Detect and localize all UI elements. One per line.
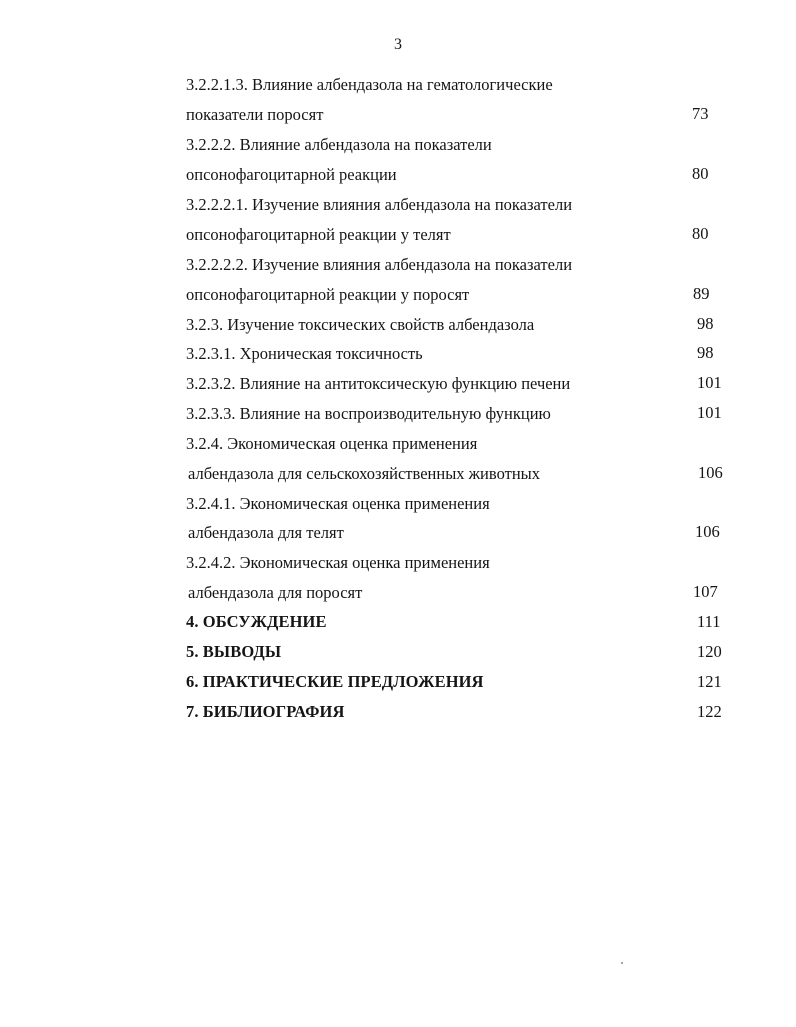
toc-chapter-title: 5. ВЫВОДЫ [186, 642, 282, 661]
toc-entry-page: 89 [693, 284, 710, 303]
toc-entry-title: 3.2.3.3. Влияние на воспроизводительную функцию [186, 404, 551, 423]
toc-entry-title: 3.2.3.2. Влияние на антитоксическую функцию печени [186, 374, 571, 393]
toc-chapter-title: 4. ОБСУЖДЕНИЕ [186, 612, 327, 631]
toc-entry-title: 3.2.2.2. Влияние албендазола на показатели [186, 135, 492, 154]
toc-entry-page: 80 [692, 224, 709, 243]
scan-speck [621, 962, 623, 964]
toc-entry-title-continued: опсонофагоцитарной реакции [186, 165, 397, 184]
toc-entry-title-continued: опсонофагоцитарной реакции у телят [186, 225, 451, 244]
toc-entry-page: 121 [697, 672, 722, 691]
toc-entry-title: 3.2.2.2.2. Изучение влияния албендазола на показатели [186, 255, 573, 274]
toc-entry-page: 120 [697, 642, 722, 661]
toc-entry-title: 3.2.4. Экономическая оценка применения [186, 434, 478, 453]
toc-entry-page: 101 [697, 373, 722, 392]
toc-entry-page: 98 [697, 314, 714, 333]
toc-entry-page: 98 [697, 343, 714, 362]
toc-entry-page: 73 [692, 104, 709, 123]
toc-entry-title-continued: показатели поросят [186, 105, 324, 124]
toc-entry-title: 3.2.2.1.3. Влияние албендазола на гематологические [186, 75, 553, 94]
toc-entry-title: 3.2.2.2.1. Изучение влияния албендазола на показатели [186, 195, 573, 214]
toc-entry-title: 3.2.4.2. Экономическая оценка применения [186, 553, 490, 572]
toc-entry-title-continued: албендазола для поросят [188, 583, 363, 602]
toc-entry-title: 3.2.3.1. Хроническая токсичность [186, 344, 423, 363]
toc-entry-page: 106 [695, 522, 720, 541]
toc-entry-page: 122 [697, 702, 722, 721]
toc-entry-page: 107 [693, 582, 718, 601]
toc-chapter-title: 7. БИБЛИОГРАФИЯ [186, 702, 345, 721]
page-number: 3 [394, 36, 402, 53]
toc-entry-page: 111 [697, 612, 721, 631]
toc-entry-title: 3.2.3. Изучение токсических свойств албендазола [186, 315, 535, 334]
toc-entry-title-continued: албендазола для сельскохозяйственных животных [188, 464, 540, 483]
toc-entry-title-continued: опсонофагоцитарной реакции у поросят [186, 285, 470, 304]
toc-entry-title: 3.2.4.1. Экономическая оценка применения [186, 494, 490, 513]
toc-chapter-title: 6. ПРАКТИЧЕСКИЕ ПРЕДЛОЖЕНИЯ [186, 672, 484, 691]
toc-entry-title-continued: албендазола для телят [188, 523, 344, 542]
toc-entry-page: 80 [692, 164, 709, 183]
toc-entry-page: 106 [698, 463, 723, 482]
toc-entry-page: 101 [697, 403, 722, 422]
